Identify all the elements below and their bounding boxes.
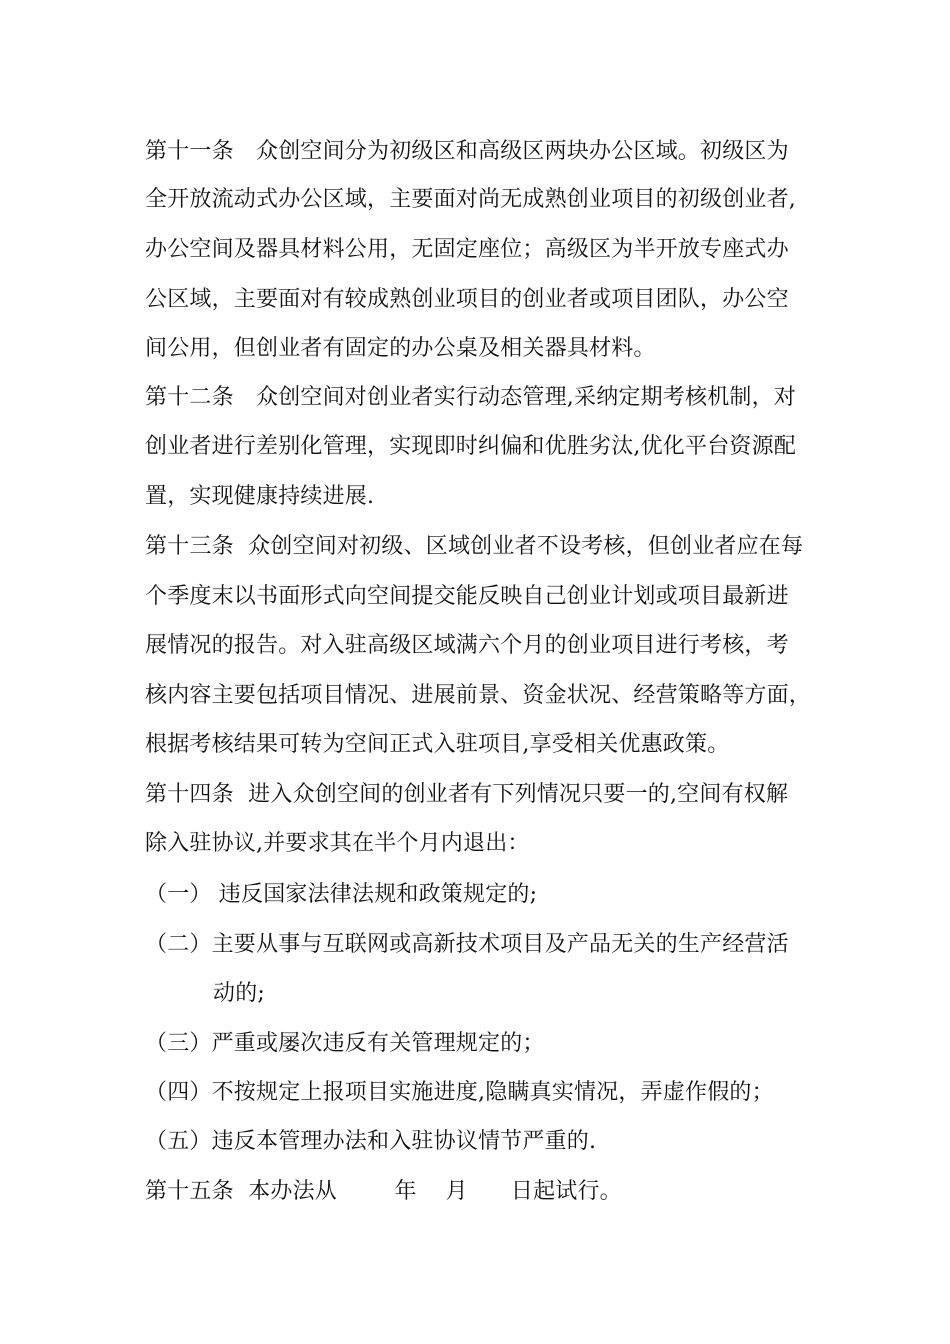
- article-15-line-1: 第十五条 本办法从 年 月 日起试行。: [145, 1179, 622, 1204]
- article-13-line-3: 展情况的报告。对入驻高级区域满六个月的创业项目进行考核，考: [145, 633, 789, 658]
- article-13-line-5: 根据考核结果可转为空间正式入驻项目,享受相关优惠政策。: [145, 732, 730, 757]
- article-11-line-4: 公区域，主要面对有较成熟创业项目的创业者或项目团队，办公空: [145, 287, 789, 312]
- article-13-line-2: 个季度末以书面形式向空间提交能反映自己创业计划或项目最新进: [145, 584, 789, 609]
- list-item-2-line-2: 动的;: [213, 981, 266, 1006]
- article-11-line-1: 第十一条 众创空间分为初级区和高级区两块办公区域。初级区为: [145, 139, 789, 164]
- article-11-line-2: 全开放流动式办公区域，主要面对尚无成熟创业项目的初级创业者,: [145, 187, 796, 212]
- article-13-line-1: 第十三条 众创空间对初级、区域创业者不设考核，但创业者应在每: [145, 534, 804, 559]
- list-item-2-line-1: （二）主要从事与互联网或高新技术项目及产品无关的生产经营活: [145, 932, 789, 957]
- list-item-3: （三）严重或屡次违反有关管理规定的；: [145, 1031, 545, 1056]
- article-12-line-3: 置，实现健康持续进展.: [145, 484, 375, 509]
- article-14-line-1: 第十四条 进入众创空间的创业者有下列情况只要一的,空间有权解: [145, 782, 789, 807]
- article-11-line-3: 办公空间及器具材料公用，无固定座位；高级区为半开放专座式办: [145, 237, 789, 262]
- list-item-5: （五）违反本管理办法和入驻协议情节严重的.: [145, 1129, 597, 1154]
- article-13-line-4: 核内容主要包括项目情况、进展前景、资金状况、经营策略等方面，: [145, 683, 812, 708]
- article-11-line-5: 间公用，但创业者有固定的办公桌及相关器具材料。: [145, 336, 656, 361]
- list-item-1: （一） 违反国家法律法规和政策规定的;: [145, 882, 538, 907]
- article-14-line-2: 除入驻协议,并要求其在半个月内退出：: [145, 831, 530, 856]
- list-item-4: （四）不按规定上报项目实施进度,隐瞒真实情况，弄虚作假的；: [145, 1080, 774, 1105]
- article-12-line-2: 创业者进行差别化管理，实现即时纠偏和优胜劣汰,优化平台资源配: [145, 434, 796, 459]
- article-12-line-1: 第十二条 众创空间对创业者实行动态管理,采纳定期考核机制，对: [145, 385, 796, 410]
